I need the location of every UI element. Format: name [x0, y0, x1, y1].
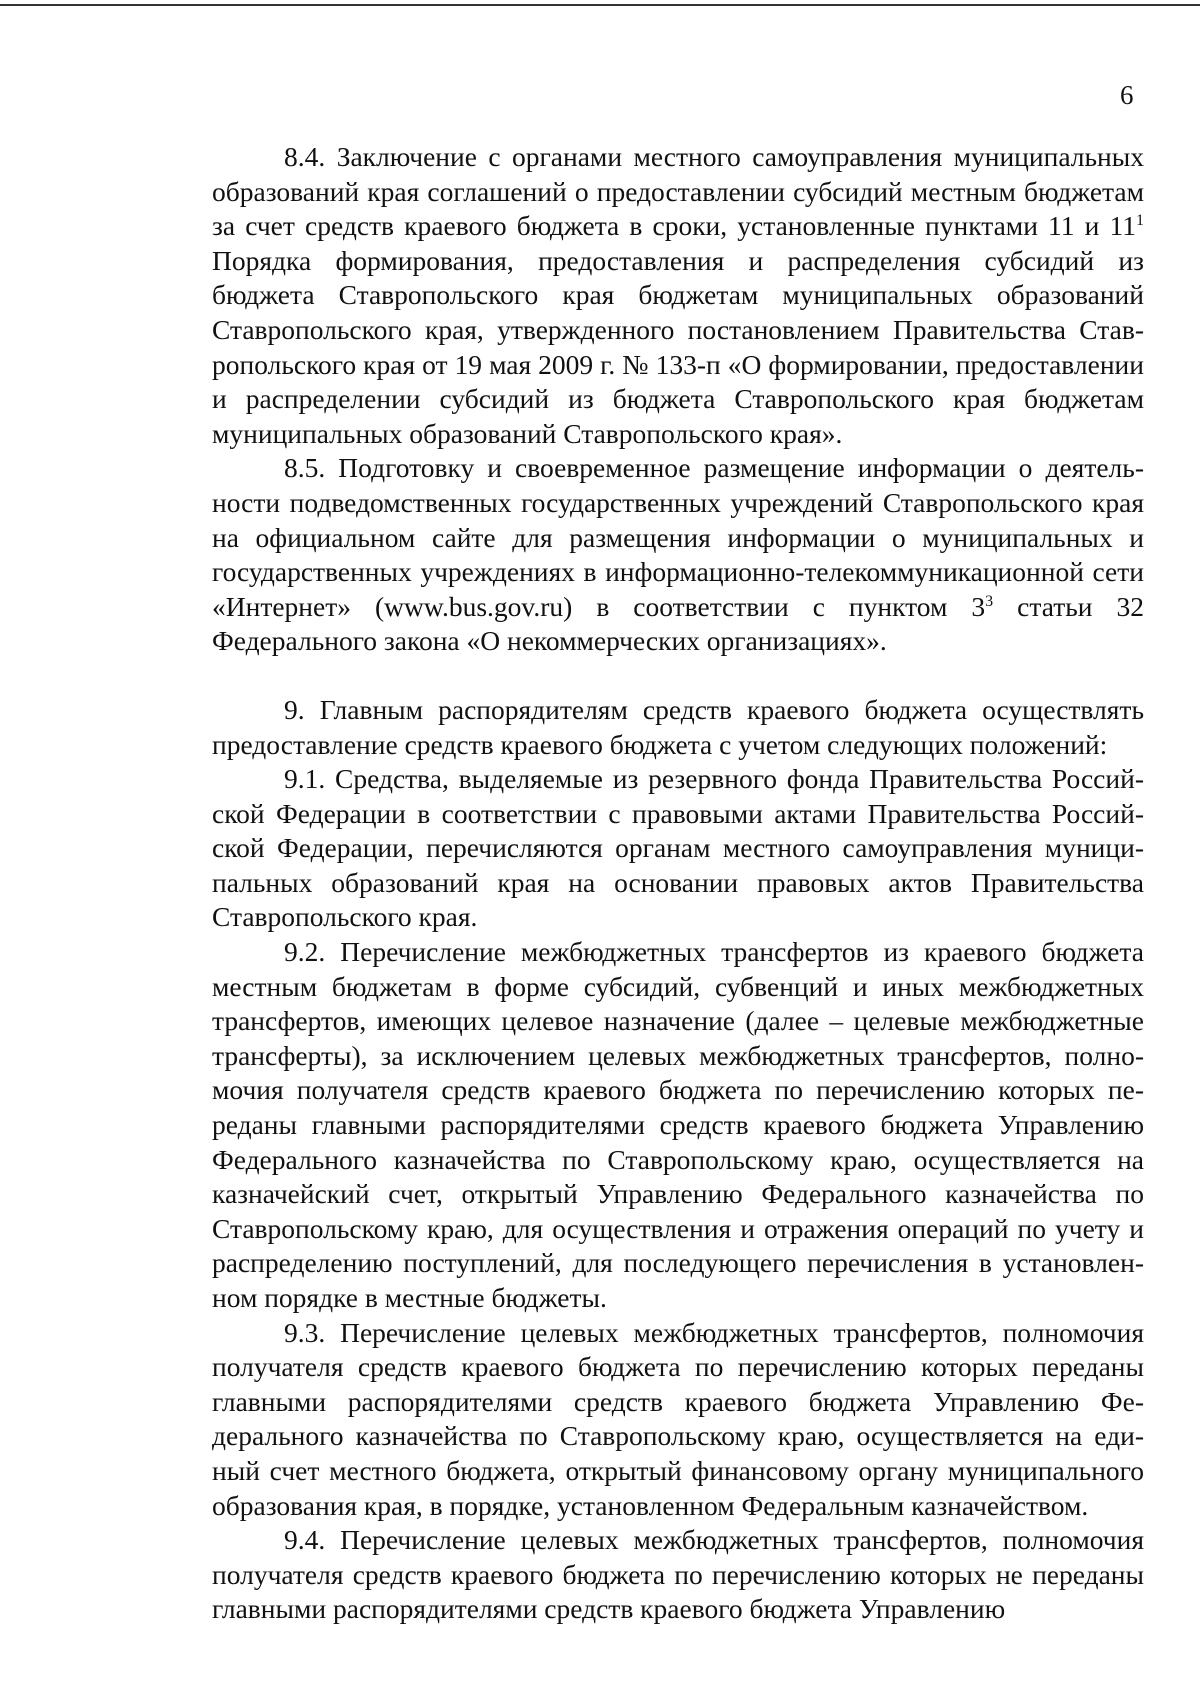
- document-body: [212, 140, 1144, 1627]
- paragraph-9-3: 9.3. Перечисление целевых межбюджетных трансфертов, полномочия получателя средств краевого бюджета по перечислению которых переданы главными распорядителями средств краевого бюджета Управлению Федерального казначейства по Ставропольскому краю, осуществляется на единый счет местного бюджета, открытый финансовому органу муниципального образования края, в порядке, установленном Федеральным казначейством.: [212, 1316, 1144, 1521]
- paragraph-8-4-text-a: 8.4. Заключение с органами местного самоуправления муниципальных образований края соглашений о предоставлении субсидий местным бюджетам за счет средств краевого бюджета в сроки, установленные пунктами 11 и 11: [212, 141, 1144, 242]
- paragraph-9-4: 9.4. Перечисление целевых межбюджетных трансфертов, полномочия получателя средств краевого бюджета по перечислению которых не переданы главными распорядителями средств краевого бюджета Управлению: [212, 1524, 1144, 1625]
- paragraph-8-5-text-b: статьи 32 Федерального закона «О некоммерческих организациях».: [212, 590, 1144, 657]
- scan-edge-line: [0, 4, 1200, 6]
- paragraph-8-5-text-a: 8.5. Подготовку и своевременное размещение информации о деятельности подведомственных государственных учреждений Ставропольского края на официальном сайте для размещения информации о муниципальных и государственных учреждениях в информационно-телекоммуникационной сети «Интернет» (www.bus.gov.ru) в соответствии с пунктом 3: [212, 452, 1144, 622]
- paragraph-9: 9. Главным распорядителям средств краевого бюджета осуществлять предоставление средств краевого бюджета с учетом следующих положений:: [212, 693, 1144, 760]
- paragraph-8-5: [212, 451, 1144, 659]
- paragraph-8-4-text-b: Порядка формирования, предоставления и распределения субсидий из бюджета Ставропольского края бюджетам муниципальных образований Ставропольского края, утвержденного постановлением Правительства Ставропольского края от 19 мая 2009 г. № 133-п «О формировании, предоставлении и распределении субсидий из бюджета Ставропольского края бюджетам муниципальных образований Ставропольского края».: [212, 244, 1144, 449]
- paragraph-9-2: 9.2. Перечисление межбюджетных трансфертов из краевого бюджета местным бюджетам в форме субсидий, субвенций и иных межбюджетных трансфертов, имеющих целевое назначение (далее – целевые межбюджетные трансферты), за исключением целевых межбюджетных трансфертов, полномочия получателя средств краевого бюджета по перечислению которых переданы главными распорядителями средств краевого бюджета Управлению Федерального казначейства по Ставропольскому краю, осуществляется на казначейский счет, открытый Управлению Федерального казначейства по Ставропольскому краю, для осуществления и отражения операций по учету и распределению поступлений, для последующего перечисления в установленном порядке в местные бюджеты.: [212, 936, 1144, 1313]
- paragraph-8-4: [212, 140, 1144, 451]
- superscript: 3: [985, 592, 994, 610]
- page-number: 6: [1120, 80, 1134, 110]
- superscript: 1: [1136, 212, 1144, 230]
- paragraph-9-1: 9.1. Средства, выделяемые из резервного фонда Правительства Российской Федерации в соответствии с правовыми актами Правительства Российской Федерации, перечисляются органам местного самоуправления муниципальных образований края на основании правовых актов Правительства Ставропольского края.: [212, 763, 1144, 933]
